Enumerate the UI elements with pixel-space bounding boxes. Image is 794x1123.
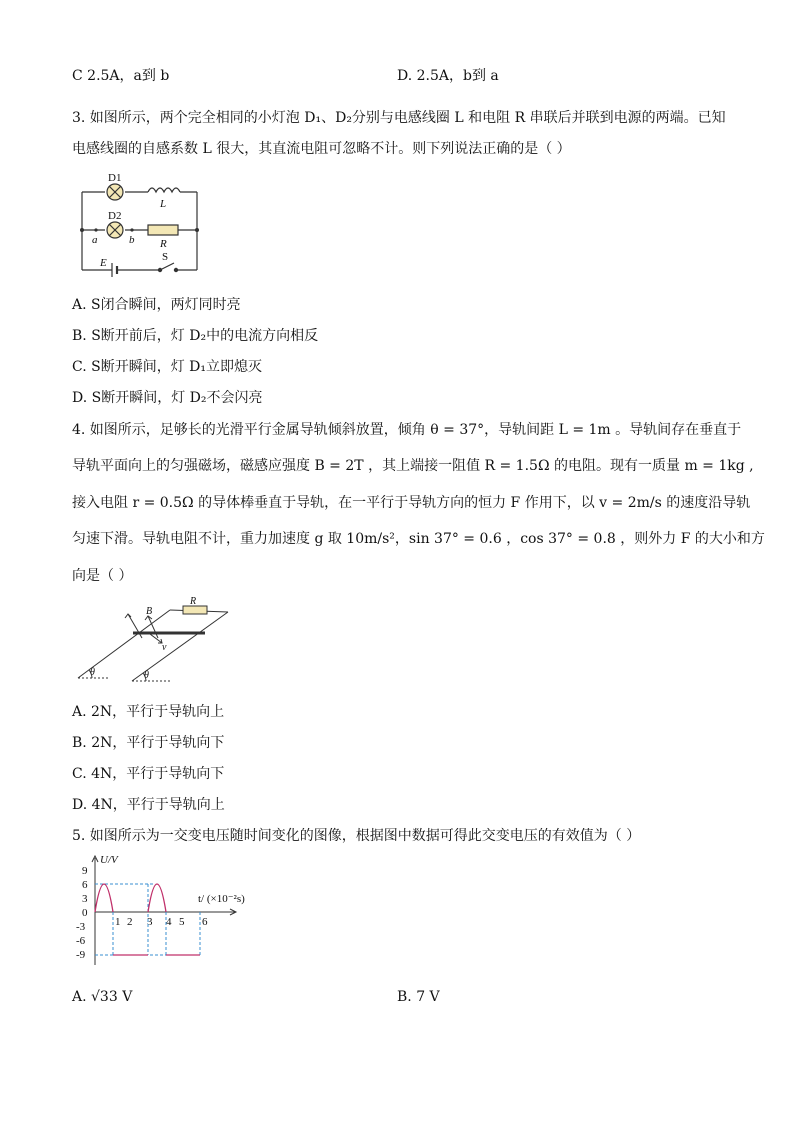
q3-option-d: D. S断开瞬间，灯 D₂不会闪亮 — [72, 390, 263, 406]
q4-option-b: B. 2N，平行于导轨向下 — [72, 735, 225, 751]
q3-option-a: A. S闭合瞬间，两灯同时亮 — [72, 297, 241, 313]
q4-stem-line4: 匀速下滑。导轨电阻不计，重力加速度 g 取 10m/s²，sin 37° = 0.6 ，cos 37° = 0.8 ，则外力 F 的大小和方 — [72, 531, 765, 547]
q5-y-tick-n6: -6 — [76, 935, 86, 947]
q3-label-e: E — [100, 257, 107, 269]
q3-circuit-figure — [70, 170, 210, 280]
q3-label-a: a — [92, 234, 98, 246]
q5-x-tick-4: 4 — [166, 916, 172, 928]
q4-label-theta1: θ — [90, 667, 95, 678]
q4-incline-figure — [70, 596, 240, 691]
q4-option-a: A. 2N，平行于导轨向上 — [72, 704, 225, 720]
q3-stem-line2: 电感线圈的自感系数 L 很大，其直流电阻可忽略不计。则下列说法正确的是（ ） — [72, 141, 571, 157]
q5-option-b: B. 7 V — [397, 989, 440, 1005]
q3-label-l: L — [160, 198, 167, 210]
q3-label-d1: D1 — [108, 172, 122, 184]
q5-y-axis-label: U/V — [100, 854, 118, 866]
q3-stem-line1: 3. 如图所示，两个完全相同的小灯泡 D₁、D₂分别与电感线圈 L 和电阻 R 串联后并联到电源的两端。已知 — [72, 110, 726, 126]
q4-option-d: D. 4N，平行于导轨向上 — [72, 797, 225, 813]
q3-label-b: b — [129, 234, 135, 246]
q5-y-tick-3: 3 — [82, 893, 88, 905]
q5-stem-line1: 5. 如图所示为一交变电压随时间变化的图像，根据图中数据可得此交变电压的有效值为（ ） — [72, 828, 641, 844]
q3-label-d2: D2 — [108, 210, 122, 222]
q4-stem-line5: 向是（ ） — [72, 568, 133, 584]
q5-x-tick-5: 5 — [179, 916, 185, 928]
q5-voltage-graph — [70, 850, 270, 970]
q4-label-r: R — [190, 596, 197, 607]
q4-label-b: B — [146, 606, 153, 617]
q5-x-tick-3: 3 — [147, 916, 153, 928]
q5-y-tick-n9: -9 — [76, 949, 86, 961]
q5-y-tick-0: 0 — [82, 907, 88, 919]
q5-x-axis-label: t/ (×10⁻²s) — [198, 893, 245, 905]
q4-label-theta2: θ — [144, 670, 149, 681]
q5-y-tick-9: 9 — [82, 865, 88, 877]
q3-label-r: R — [160, 238, 167, 250]
q5-x-tick-1: 1 — [115, 916, 121, 928]
q4-stem-line2: 导轨平面向上的匀强磁场，磁感应强度 B = 2T ，其上端接一阻值 R = 1.5Ω 的电阻。现有一质量 m = 1kg , — [72, 458, 754, 474]
q5-y-tick-n3: -3 — [76, 921, 86, 933]
q3-option-b: B. S断开前后，灯 D₂中的电流方向相反 — [72, 328, 319, 344]
q4-label-v: v — [162, 642, 167, 653]
q5-y-tick-6: 6 — [82, 879, 88, 891]
q5-x-tick-2: 2 — [127, 916, 133, 928]
q3-label-s: S — [162, 251, 169, 263]
q3-option-c: C. S断开瞬间，灯 D₁立即熄灭 — [72, 359, 262, 375]
q4-stem-line1: 4. 如图所示，足够长的光滑平行金属导轨倾斜放置，倾角 θ = 37°，导轨间距 L = 1m 。导轨间存在垂直于 — [72, 422, 742, 438]
q2-option-c: C 2.5A，a到 b — [72, 68, 170, 84]
q5-option-a: A. √33 V — [72, 989, 133, 1005]
q5-x-tick-6: 6 — [202, 916, 208, 928]
q2-option-d: D. 2.5A，b到 a — [397, 68, 499, 84]
q4-stem-line3: 接入电阻 r = 0.5Ω 的导体棒垂直于导轨，在一平行于导轨方向的恒力 F 作用下，以 v = 2m/s 的速度沿导轨 — [72, 495, 751, 511]
q4-option-c: C. 4N，平行于导轨向下 — [72, 766, 225, 782]
